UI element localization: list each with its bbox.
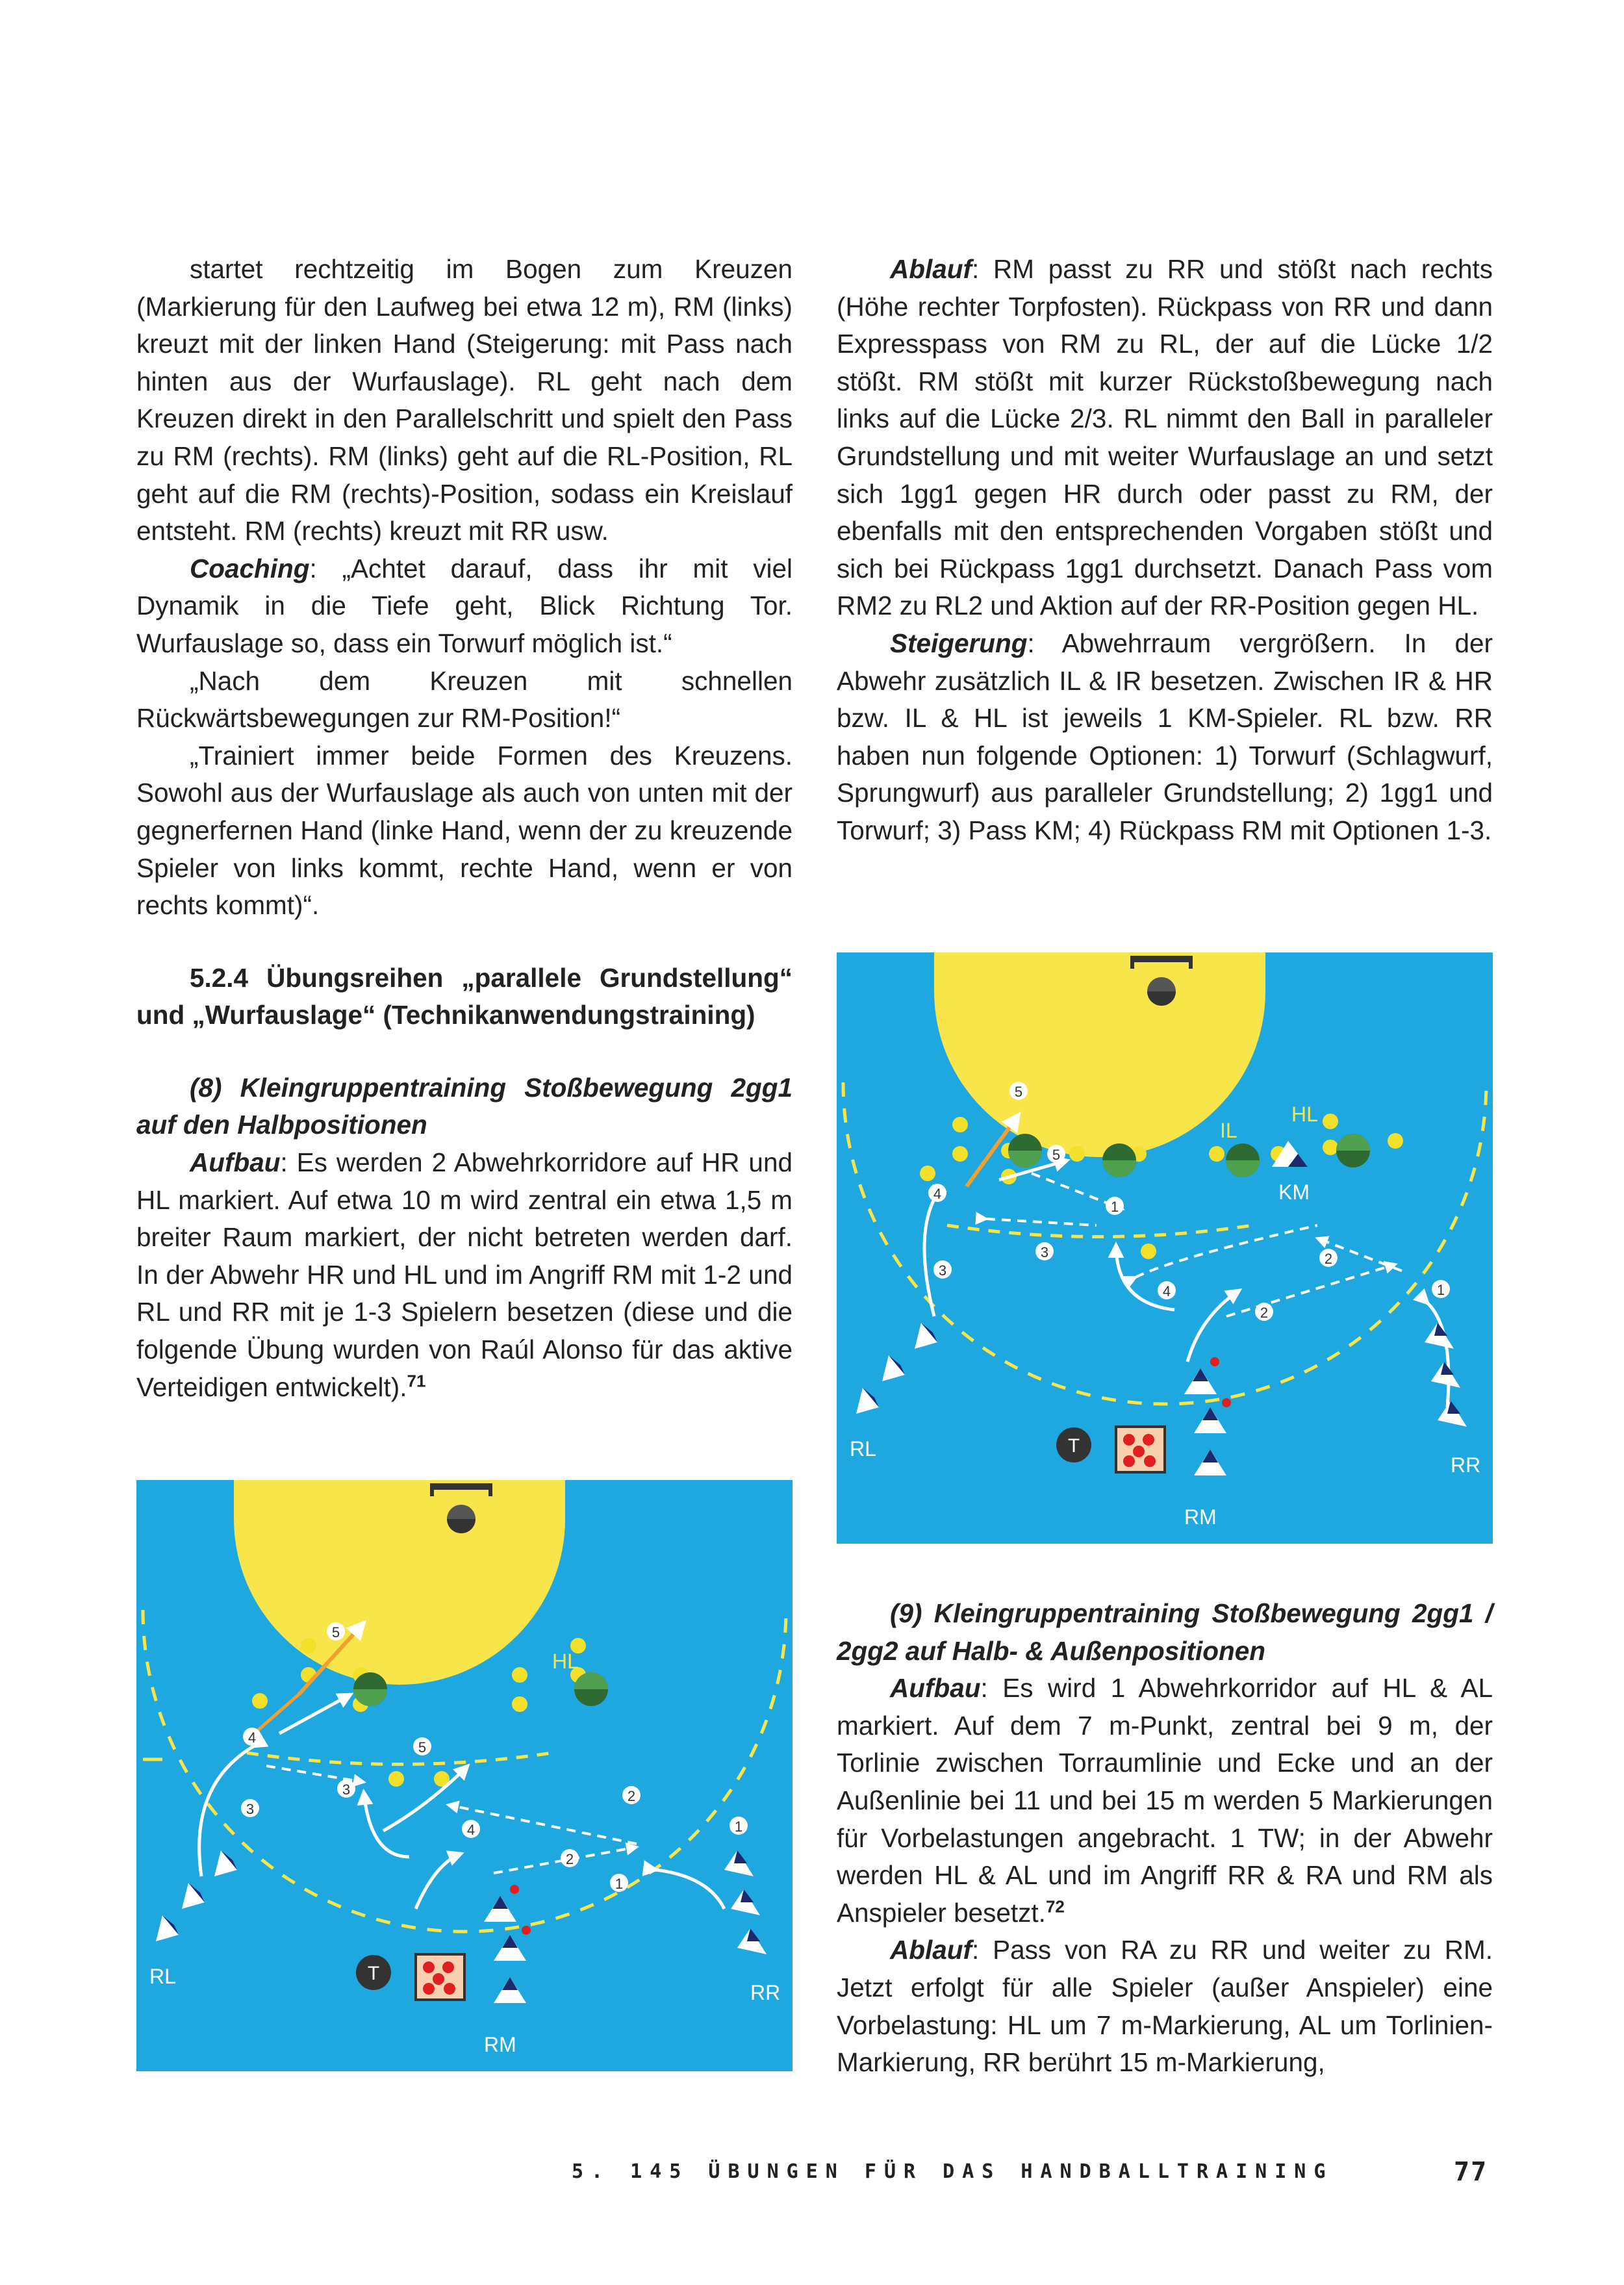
- defender-il: [1226, 1143, 1260, 1177]
- label-hl: HL: [1291, 1103, 1318, 1126]
- trainer-icon: [1056, 1427, 1091, 1462]
- coaching-paragraph: [136, 550, 793, 663]
- svg-text:1: 1: [1110, 1199, 1119, 1215]
- coaching-quote-2: „Nach dem Kreuzen mit schnellen Rückwärtsbewegungen zur RM-Position!“: [136, 665, 793, 734]
- label-hr: HR: [377, 1653, 407, 1676]
- label-hl: HL: [552, 1650, 579, 1673]
- right-text-column: [837, 251, 1493, 850]
- ball-box: [416, 1954, 464, 2000]
- label-rl: RL: [850, 1437, 876, 1461]
- ablauf-paragraph: [837, 251, 1493, 625]
- svg-text:3: 3: [938, 1262, 947, 1279]
- ablauf-text: : RM passt zu RR und stößt nach rechts (Höhe rechter Torpfosten). Rückpass von RR und dann Expresspass von RM zu RL, der auf die Lücke 1/2 stößt. RM stößt mit kurzer Rückstoßbewegung nach links auf die Lücke 2/3. RL nimmt den Ball in paralleler Grundstellung und mit weiter Wurfauslage an und setzt sich 1gg1 gegen HR durch oder passt zu RM, der ebenfalls mit den entsprechenden Vorgaben stößt und sich bei Rückpass 1gg1 durchsetzt. Danach Pass vom RM2 zu RL2 und Aktion auf der RR-Position gegen HL.: [837, 254, 1493, 621]
- page-number: 77: [1454, 2157, 1488, 2187]
- exercise-8-aufbau: [136, 1144, 793, 1406]
- defender-hl: [574, 1672, 608, 1706]
- coaching-quote-3: „Trainiert immer beide Formen des Kreuzens. Sowohl aus der Wurfauslage als auch von unten mit der gegnerfernen Hand (linke Hand, wenn der zu kreuzende Spieler von links kommt, rechte Hand, wenn er von rechts kommt)“.: [136, 740, 793, 921]
- handball-diagram-exercise-8: [136, 1480, 793, 2071]
- left-text-column: [136, 251, 793, 1406]
- svg-text:5: 5: [1052, 1147, 1061, 1163]
- aufbau-text: : Es werden 2 Abwehrkorridore auf HR und HL markiert. Auf etwa 10 m wird zentral ein etwa 1,5 m breiter Raum markiert, der nicht betreten werden darf. In der Abwehr HR und HL und im Angriff RM mit 1-2 und RL und RR mit je 1-3 Spielern besetzen (diese und die folgende Übung wurden von Raúl Alonso für das aktive Verteidigen entwickelt).: [136, 1147, 793, 1402]
- svg-text:3: 3: [342, 1781, 351, 1798]
- ablauf-text: : Pass von RA zu RR und weiter zu RM. Jetzt erfolgt für alle Spieler (außer Anspieler) eine Vorbelastung: HL um 7 m-Markierung, AL um Torlinien-Markierung, RR berührt 15 m-Markierung,: [837, 1935, 1493, 2078]
- goalkeeper-icon: [1147, 977, 1176, 1006]
- svg-text:3: 3: [1040, 1244, 1049, 1260]
- svg-text:1: 1: [1436, 1282, 1445, 1298]
- label-ir: IR: [1110, 1116, 1130, 1139]
- label-rr: RR: [750, 1981, 781, 2004]
- svg-text:4: 4: [1162, 1283, 1171, 1299]
- right-text-column-lower: [837, 1595, 1493, 2082]
- trainer-icon: [356, 1955, 391, 1990]
- coaching-label: Coaching: [190, 553, 310, 583]
- handball-diagram-exercise-8-steigerung: [837, 952, 1493, 1544]
- svg-text:5: 5: [418, 1739, 427, 1755]
- label-hr: HR: [1032, 1109, 1062, 1132]
- defender-hl: [1336, 1134, 1370, 1168]
- section-heading: 5.2.4 Übungsreihen „parallele Grundstellung“ und „Wurfauslage“ (Technikanwendungstraining): [136, 962, 793, 1030]
- steigerung-label: Steigerung: [890, 628, 1028, 658]
- label-rl: RL: [149, 1965, 176, 1988]
- coaching-text: : „Achtet darauf, dass ihr mit viel Dynamik in die Tiefe geht, Blick Richtung Tor. Wurfauslage so, dass ein Torwurf möglich ist.“: [136, 553, 793, 658]
- svg-text:4: 4: [466, 1822, 476, 1838]
- footnote-72: 72: [1045, 1896, 1065, 1917]
- ablauf-label: Ablauf: [890, 1935, 972, 1965]
- label-rm: RM: [484, 2033, 516, 2056]
- svg-text:2: 2: [1324, 1251, 1333, 1267]
- goalkeeper-icon: [447, 1505, 476, 1533]
- exercise-9-title: (9) Kleingruppentraining Stoßbewegung 2gg1 / 2gg2 auf Halb- & Außenpositionen: [837, 1598, 1493, 1666]
- svg-text:3: 3: [246, 1801, 255, 1817]
- svg-text:4: 4: [247, 1730, 257, 1746]
- aufbau-text: : Es wird 1 Abwehrkorridor auf HL & AL markiert. Auf dem 7 m-Punkt, zentral bei 9 m, der Torlinie zwischen Torraumlinie und Ecke und an der Außenlinie bei 11 und bei 15 m werden 5 Markierungen für Vorbelastungen angebracht. 1 TW; in der Abwehr werden HL & AL und im Angriff RR & RA und RM als Anspieler besetzt.: [837, 1673, 1493, 1928]
- svg-text:T: T: [367, 1963, 380, 1984]
- svg-text:2: 2: [627, 1788, 636, 1804]
- exercise-8-title: (8) Kleingruppentraining Stoßbewegung 2gg1 auf den Halbpositionen: [136, 1072, 793, 1140]
- running-footer-title: 5. 145 ÜBUNGEN FÜR DAS HANDBALLTRAINING: [572, 2160, 1334, 2183]
- svg-text:2: 2: [1260, 1305, 1269, 1321]
- defender-hr: [1008, 1134, 1042, 1168]
- steigerung-text: : Abwehrraum vergrößern. In der Abwehr zusätzlich IL & IR besetzen. Zwischen IR & HR bzw. IL & HL ist jeweils 1 KM-Spieler. RL bzw. RR haben nun folgende Optionen: 1) Torwurf (Schlagwurf, Sprungwurf) aus paralleler Grundstellung; 2) 1gg1 und Torwurf; 3) Pass KM; 4) Rückpass RM mit Optionen 1-3.: [837, 628, 1493, 845]
- svg-text:5: 5: [1014, 1084, 1023, 1100]
- goal: [432, 1483, 490, 1490]
- steigerung-paragraph: [837, 625, 1493, 850]
- exercise-9-aufbau: [837, 1670, 1493, 1932]
- svg-text:4: 4: [933, 1186, 942, 1202]
- label-rm: RM: [1184, 1505, 1217, 1529]
- defender-hr: [353, 1672, 387, 1706]
- svg-text:2: 2: [565, 1851, 574, 1867]
- label-il: IL: [1220, 1119, 1237, 1142]
- svg-text:5: 5: [331, 1624, 340, 1640]
- aufbau-label: Aufbau: [890, 1673, 981, 1704]
- footnote-71: 71: [407, 1371, 426, 1391]
- ball-box: [1116, 1427, 1165, 1472]
- defender-ir: [1102, 1143, 1136, 1177]
- svg-text:T: T: [1067, 1435, 1080, 1457]
- label-km: KM: [1278, 1181, 1310, 1204]
- svg-text:1: 1: [615, 1876, 624, 1892]
- paragraph-continuation: startet rechtzeitig im Bogen zum Kreuzen (Markierung für den Laufweg bei etwa 12 m), RM (links) kreuzt mit der linken Hand (Steigerung: mit Pass nach hinten aus der Wurfauslage). RL geht nach dem Kreuzen direkt in den Parallelschritt und spielt den Pass zu RM (rechts). RM (links) geht auf die RL-Position, RL geht auf die RM (rechts)-Position, sodass ein Kreislauf entsteht. RM (rechts) kreuzt mit RR usw.: [136, 254, 793, 546]
- goal: [1132, 956, 1191, 962]
- exercise-9-ablauf: [837, 1932, 1493, 2081]
- svg-text:1: 1: [734, 1819, 743, 1835]
- aufbau-label: Aufbau: [190, 1147, 281, 1178]
- ablauf-label: Ablauf: [890, 254, 972, 284]
- label-rr: RR: [1451, 1453, 1481, 1477]
